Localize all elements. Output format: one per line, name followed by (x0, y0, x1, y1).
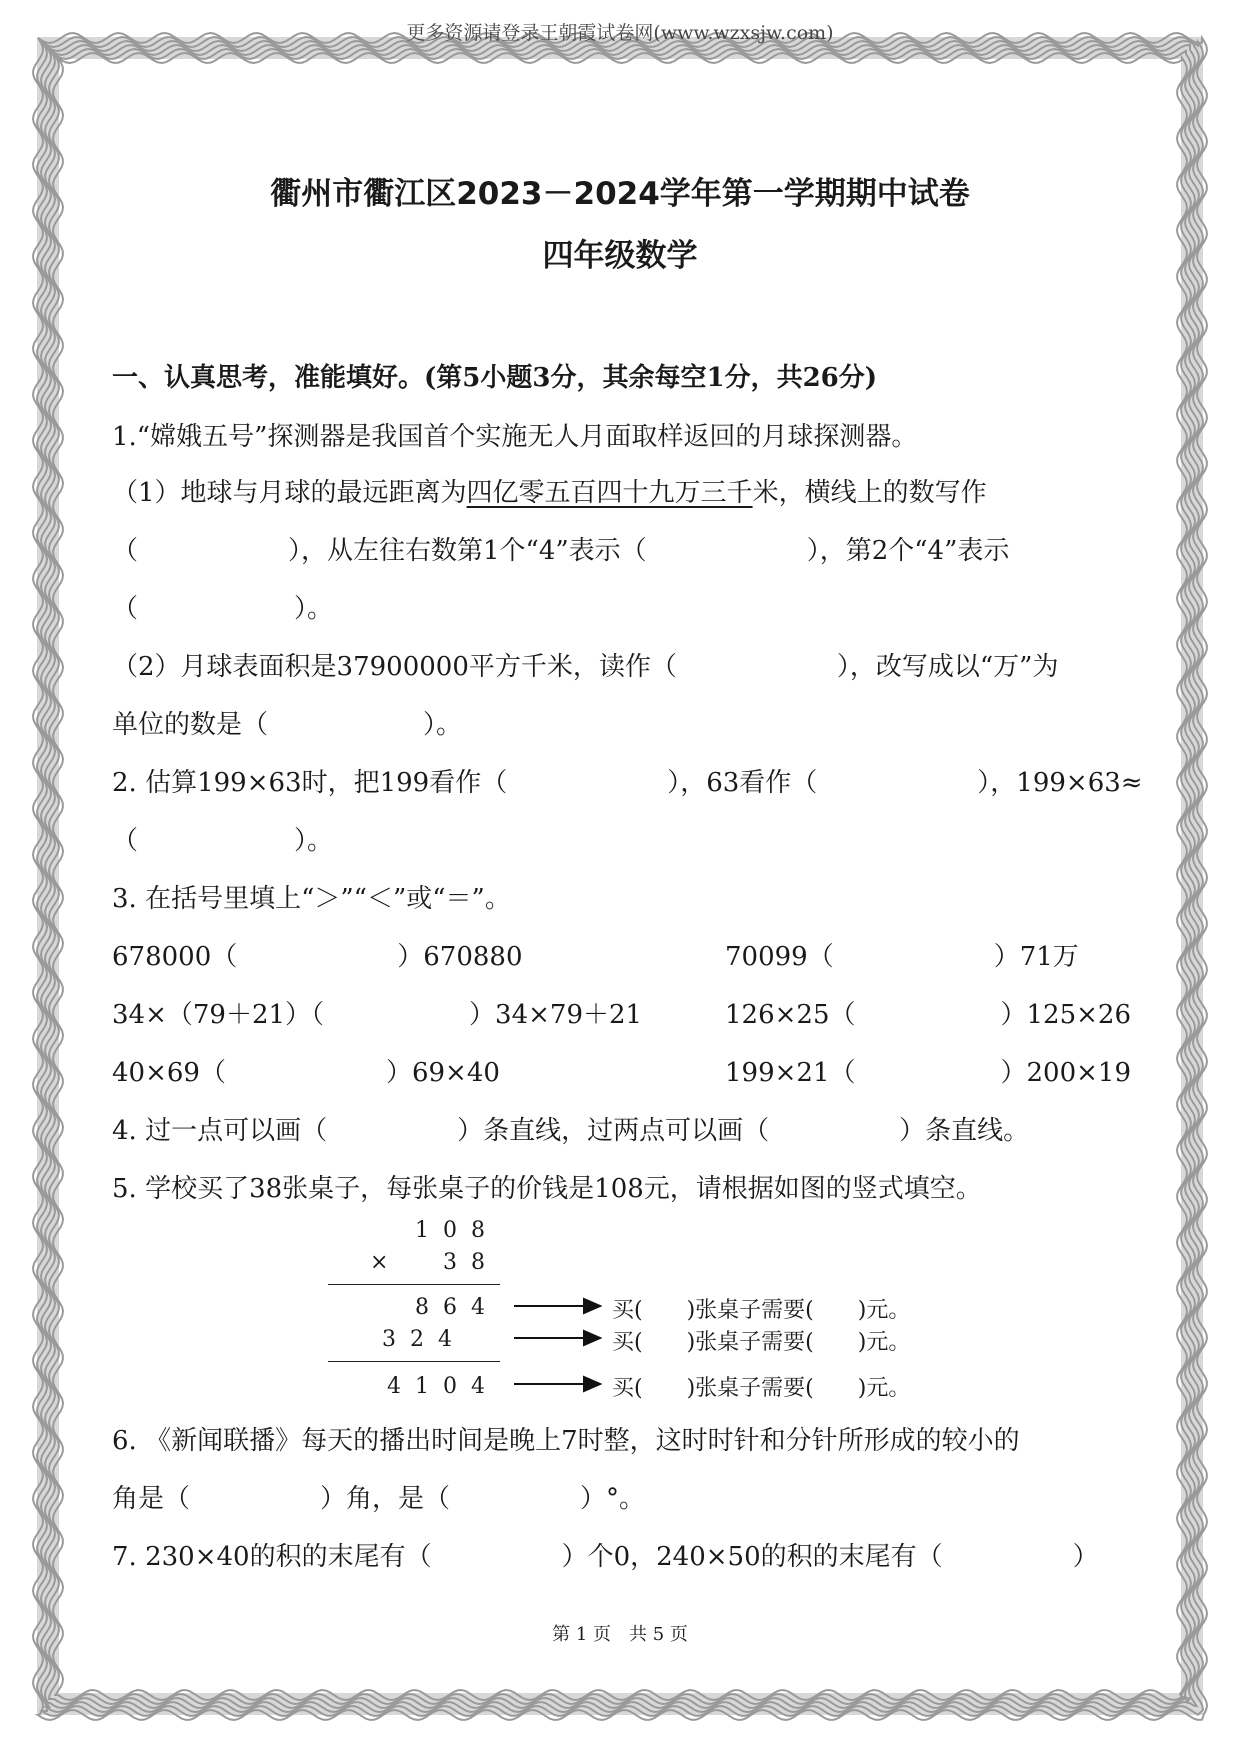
compare-expr: 199×21（ (725, 1058, 856, 1088)
q4-text-a: 4. 过一点可以画（ (112, 1116, 328, 1146)
compare-expr: ）125×26 (1000, 1000, 1131, 1030)
partial-product-2-digits: 324 (382, 1327, 466, 1352)
compare-expr: ）69×40 (385, 1058, 500, 1088)
compare-row-3-left (112, 1052, 500, 1089)
q1-line2-text: ），从左往右数第1个“4”表示（ (288, 536, 647, 566)
divider-line (328, 1361, 500, 1362)
compare-expr: ）670880 (397, 942, 523, 972)
partial-product-1-digits: 864 (415, 1295, 499, 1320)
multiplicand (415, 1218, 499, 1243)
q1-p2-line2-text: 单位的数是（ (112, 710, 269, 740)
q4-text-c: ）条直线。 (899, 1116, 1030, 1146)
question-1-part-1-line-2 (112, 530, 1009, 567)
q1-underlined-number: 四亿零五百四十九万三千 (466, 478, 753, 508)
arrows (512, 1290, 602, 1410)
annotation-line-2[interactable]: 买( )张桌子需要( )元。 (612, 1330, 911, 1355)
divider-line (328, 1284, 500, 1285)
question-6-line-2 (112, 1478, 645, 1515)
partial-product-2 (382, 1327, 466, 1352)
question-1-stem: 1.“嫦娥五号”探测器是我国首个实施无人月面取样返回的月球探测器。 (112, 422, 918, 452)
q1-p2-line2-end: ）。 (423, 710, 463, 740)
compare-expr: 34×（79＋21）（ (112, 1000, 325, 1030)
q2-text-a: 2. 估算199×63时，把199看作（ (112, 768, 508, 798)
question-4 (112, 1110, 1029, 1147)
wavy-border-line (41, 41, 1199, 1712)
q4-text-b: ）条直线，过两点可以画（ (457, 1116, 770, 1146)
annotation-line-3[interactable]: 买( )张桌子需要( )元。 (612, 1376, 911, 1401)
question-1-part-1 (112, 472, 987, 509)
multiplier-digits: 38 (443, 1250, 499, 1275)
q1-p2-text: （2）月球表面积是37900000平方千米，读作（ (112, 652, 677, 682)
q7-text-a: 7. 230×40的积的末尾有（ (112, 1542, 432, 1572)
times-sign: × (370, 1250, 389, 1275)
q2-text-c: ），199×63≈ (977, 768, 1143, 798)
compare-expr: 70099（ (725, 942, 834, 972)
q7-text-c: ） (1072, 1542, 1099, 1572)
multiplier (443, 1250, 499, 1275)
section-heading: 一、认真思考，准能填好。(第5小题3分，其余每空1分，共26分) (112, 363, 878, 393)
page-title: 衢州市衢江区2023－2024学年第一学期期中试卷 (270, 176, 970, 212)
compare-expr: ）34×79＋21 (469, 1000, 643, 1030)
question-3-stem: 3. 在括号里填上“＞”“＜”或“＝”。 (112, 884, 511, 914)
annotation-line-1[interactable]: 买( )张桌子需要( )元。 (612, 1298, 911, 1323)
partial-product-1 (415, 1295, 499, 1320)
wavy-border-line (37, 37, 1203, 1716)
final-product (387, 1374, 499, 1399)
q6-text-b: 角是（ (112, 1484, 191, 1514)
question-5-stem: 5. 学校买了38张桌子，每张桌子的价钱是108元，请根据如图的竖式填空。 (112, 1174, 982, 1204)
q1-p1-text-b: 米，横线上的数写作 (752, 478, 987, 508)
compare-expr: 678000（ (112, 942, 238, 972)
source-banner: 更多资源请登录王朝霞试卷网(www.wzxsjw.com) (406, 22, 834, 44)
wavy-border-line (33, 33, 1207, 1720)
question-1-part-2 (112, 646, 1058, 683)
question-6: 6. 《新闻联播》每天的播出时间是晚上7时整，这时时针和分针所形成的较小的 (112, 1426, 1020, 1456)
q1-line2-text-end: ），第2个“4”表示 (806, 536, 1010, 566)
page-subtitle: 四年级数学 (542, 238, 698, 274)
compare-row-2-left (112, 994, 642, 1031)
wavy-border-line (45, 45, 1195, 1708)
q1-blank-open: （ (112, 536, 139, 566)
question-1-part-1-line-3[interactable]: （ ）。 (112, 594, 334, 624)
compare-row-1-right (725, 936, 1079, 973)
q2-text-b: ），63看作（ (667, 768, 818, 798)
q6-text-c: ）角，是（ (320, 1484, 451, 1514)
q1-p2-text-end: ），改写成以“万”为 (836, 652, 1059, 682)
compare-expr: ）200×19 (1000, 1058, 1131, 1088)
q6-text-d: ）°。 (580, 1484, 646, 1514)
compare-row-2-right (725, 994, 1131, 1031)
question-2 (112, 762, 1143, 799)
question-7 (112, 1536, 1099, 1573)
compare-expr: 40×69（ (112, 1058, 226, 1088)
q7-text-b: ）个0，240×50的积的末尾有（ (561, 1542, 943, 1572)
compare-expr: 126×25（ (725, 1000, 856, 1030)
multiplicand-digits: 108 (415, 1218, 499, 1243)
question-1-part-2-line-2 (112, 704, 462, 741)
compare-row-1-left (112, 936, 523, 973)
compare-row-3-right (725, 1052, 1131, 1089)
question-2-line-2[interactable]: （ ）。 (112, 826, 334, 856)
page-footer: 第 1 页 共 5 页 (552, 1624, 688, 1645)
final-product-digits: 4104 (387, 1374, 499, 1399)
compare-expr: ）71万 (993, 942, 1079, 972)
q1-p1-text-a: （1）地球与月球的最远距离为 (112, 478, 467, 508)
